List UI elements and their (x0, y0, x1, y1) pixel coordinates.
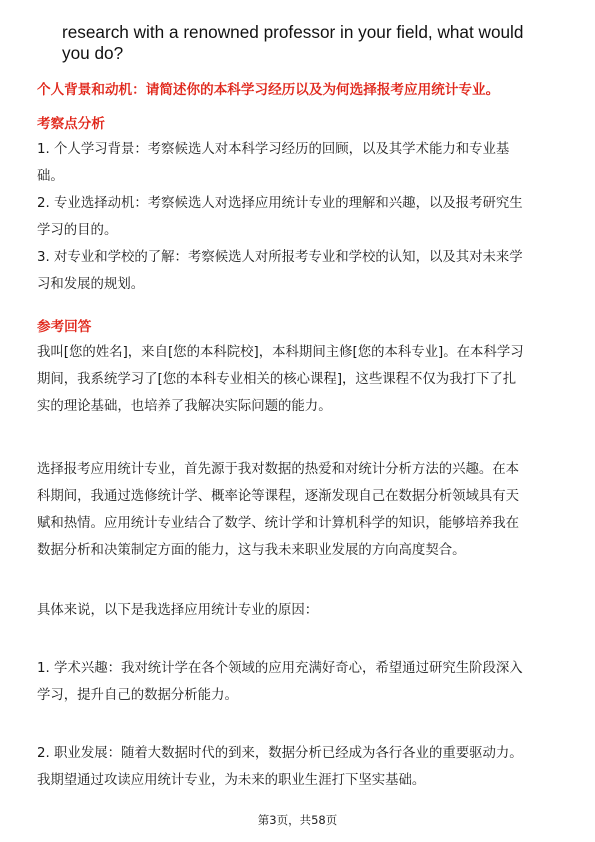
analysis-list (37, 136, 559, 298)
answer-heading: 参考回答 (37, 319, 92, 335)
question-continuation (62, 22, 562, 64)
answer-paragraph: 选择报考应用统计专业，首先源于我对数据的热爱和对统计分析方法的兴趣。在本 科期间，我通过选修统计学、概率论等课程，逐渐发现自己在数据分析领域具有天 赋和热情。应用统计专业结合了数学、统计学和计算机科学的知识，能够培养我在 数据分析和决策制定方面的能力，这与我未来职业发展的方向高度契合。 (37, 462, 520, 558)
answer-paragraph: 2. 职业发展：随着大数据时代的到来，数据分析已经成为各行各业的重要驱动力。 我期望通过攻读应用统计专业，为未来的职业生涯打下坚实基础。 (37, 746, 523, 788)
section-title: 个人背景和动机：请简述你的本科学习经历以及为何选择报考应用统计专业。 (37, 82, 500, 98)
analysis-item: 2. 专业选择动机：考察候选人对选择应用统计专业的理解和兴趣，以及报考研究生 学习的目的。 (37, 196, 523, 238)
analysis-item: 1. 个人学习背景：考察候选人对本科学习经历的回顾，以及其学术能力和专业基 础。 (37, 142, 510, 184)
question-line: you do? (62, 43, 124, 63)
analysis-item: 3. 对专业和学校的了解：考察候选人对所报考专业和学校的认知，以及其对未来学 习和发展的规划。 (37, 250, 523, 292)
answer-paragraph: 我叫[您的姓名]，来自[您的本科院校]，本科期间主修[您的本科专业]。在本科学习 期间，我系统学习了[您的本科专业相关的核心课程]，这些课程不仅为我打下了扎 实的理论基础，也培养了我解决实际问题的能力。 (37, 345, 524, 414)
analysis-heading: 考察点分析 (37, 116, 105, 132)
answer-paragraph: 具体来说，以下是我选择应用统计专业的原因： (37, 603, 319, 618)
question-line: research with a renowned professor in your field, what would (62, 22, 524, 42)
answer-paragraph: 1. 学术兴趣：我对统计学在各个领域的应用充满好奇心，希望通过研究生阶段深入 学习，提升自己的数据分析能力。 (37, 661, 523, 703)
page-number: 第3页，共58页 (257, 813, 338, 827)
